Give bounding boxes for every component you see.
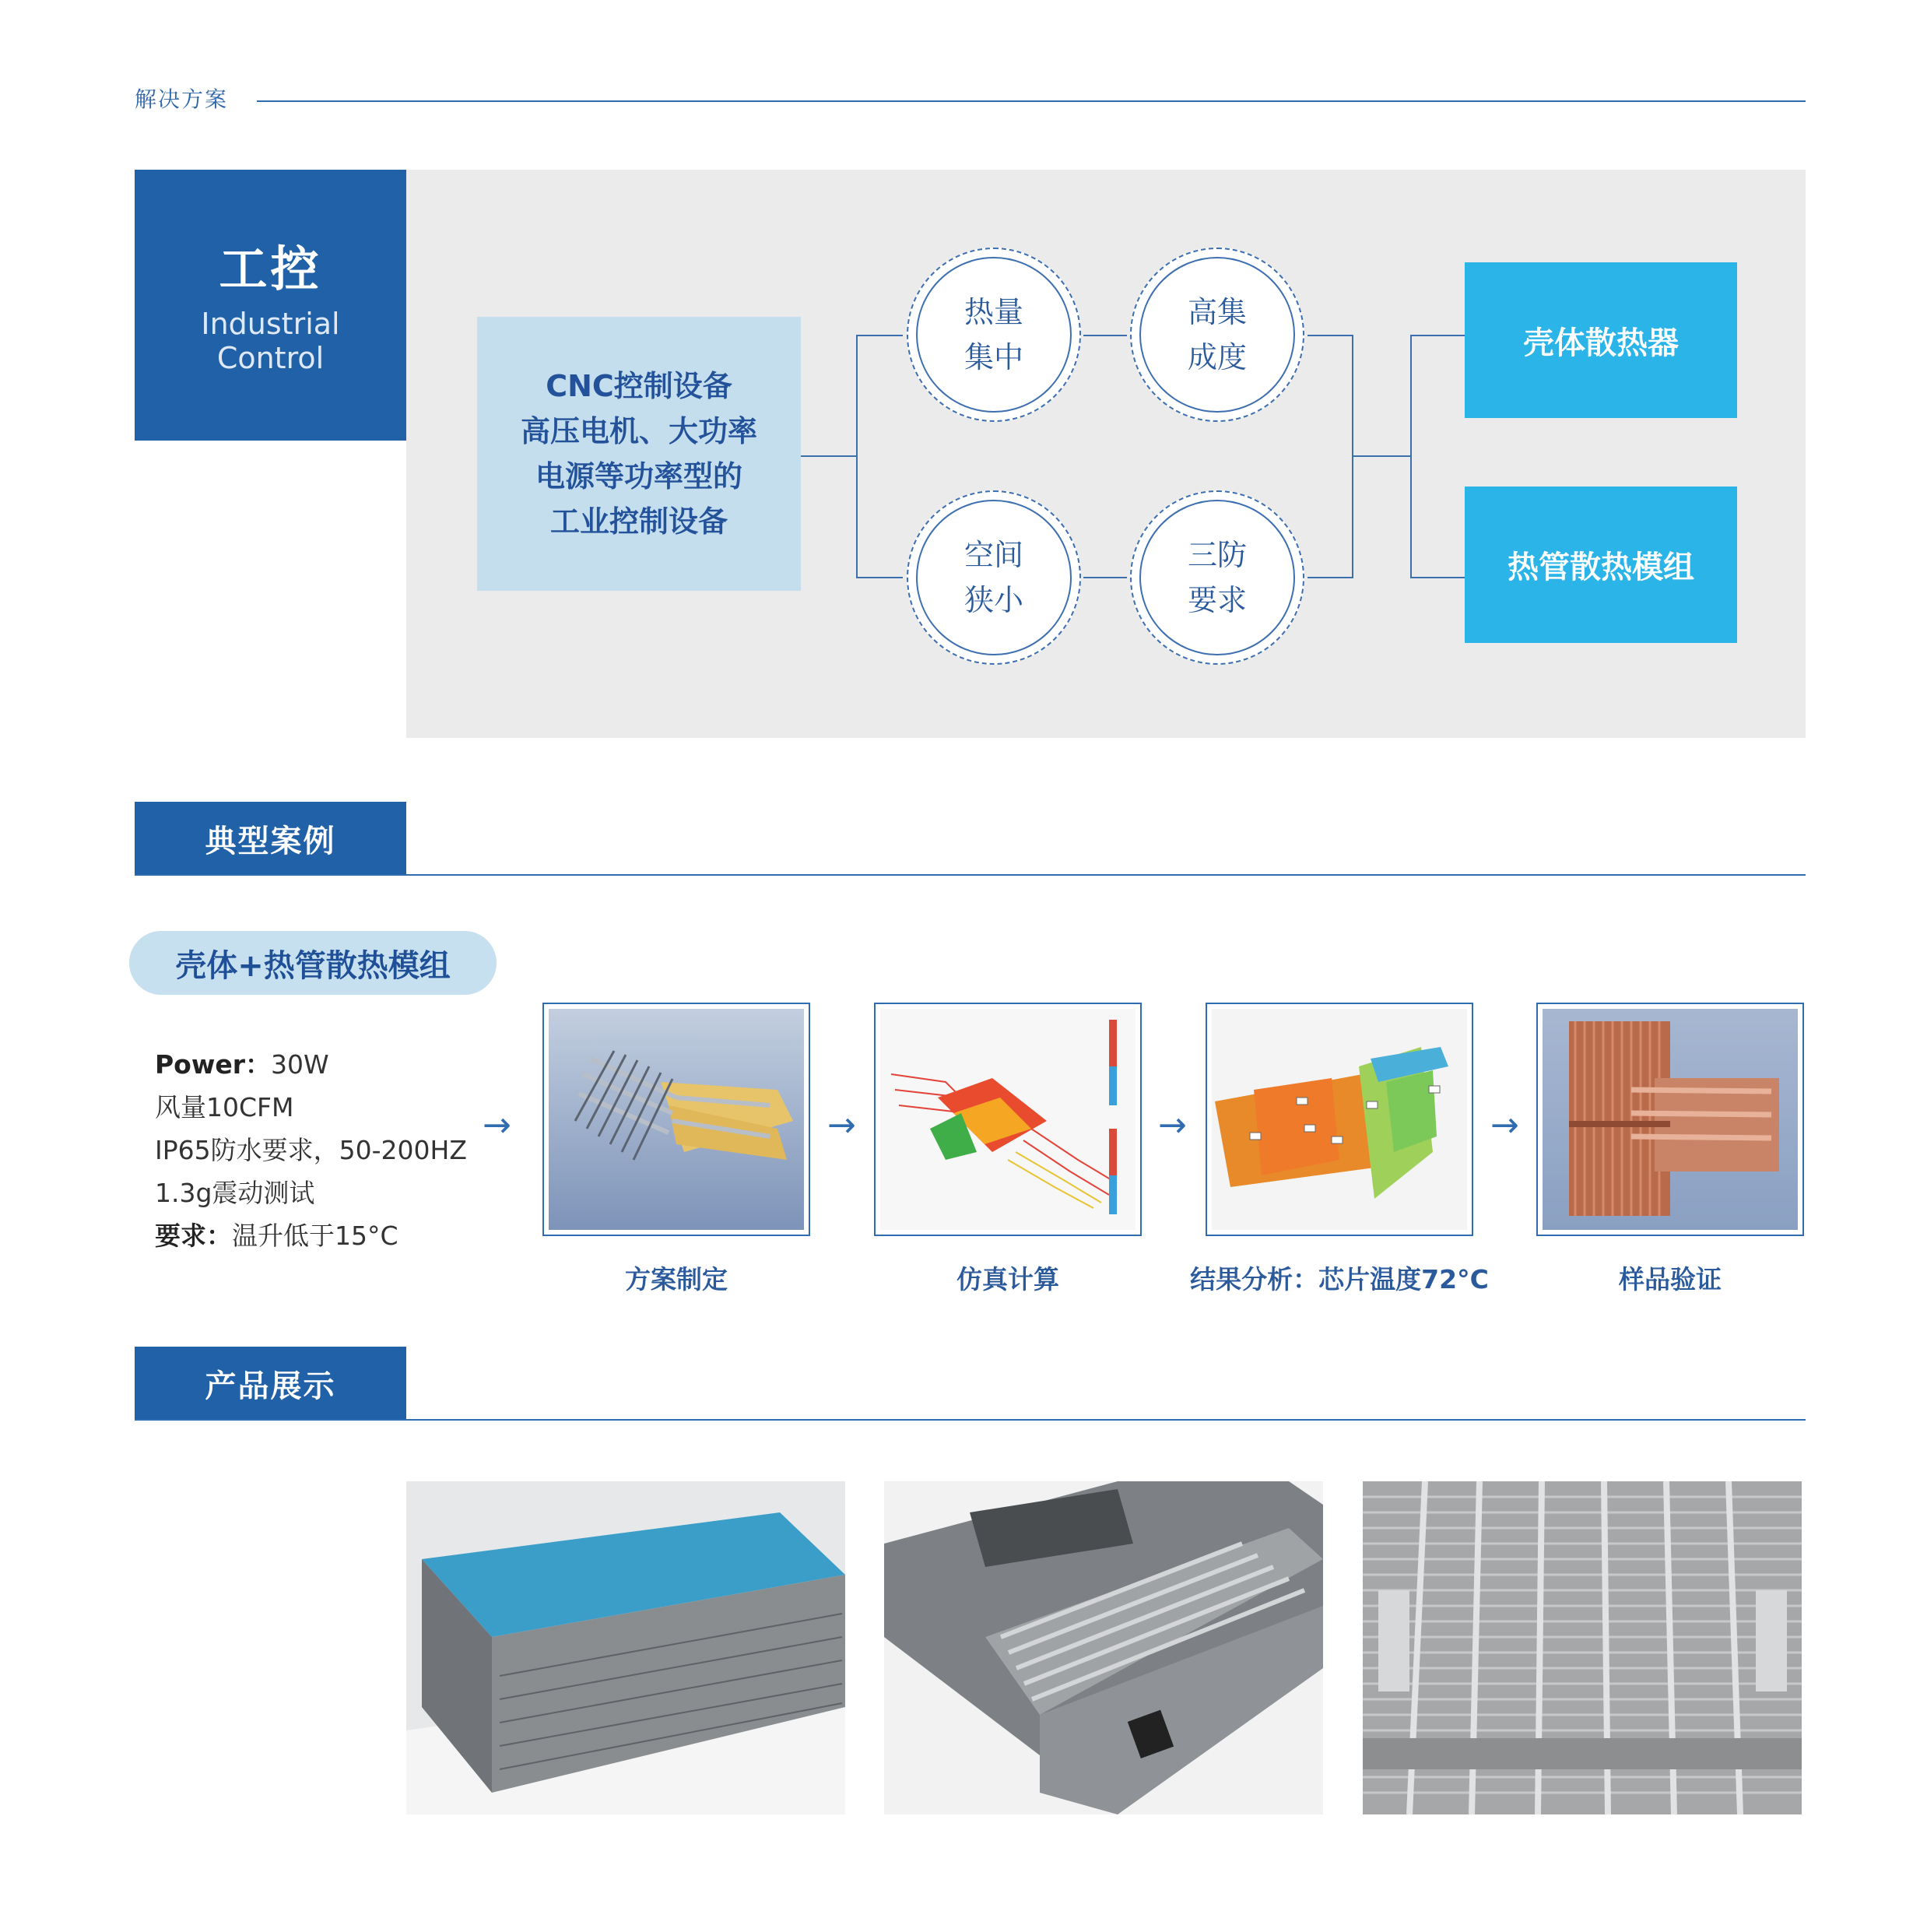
connector-line xyxy=(1352,455,1411,457)
connector-line xyxy=(1410,335,1465,336)
connector-line xyxy=(1410,577,1465,578)
section-divider xyxy=(135,874,1806,876)
solution-box: 壳体散热器 xyxy=(1465,262,1737,418)
product-photo xyxy=(406,1481,845,1814)
connector-line xyxy=(1307,335,1353,336)
feature-circle: 三防 要求 xyxy=(1130,490,1304,665)
product-photo xyxy=(884,1481,1323,1814)
spec-line: IP65防水要求，50-200HZ xyxy=(155,1135,467,1165)
arrow-right-icon: → xyxy=(827,1105,856,1145)
feature-circle: 热量 集中 xyxy=(907,248,1081,422)
case-name-pill: 壳体+热管散热模组 xyxy=(129,931,497,995)
case-specs xyxy=(155,1043,467,1257)
arrow-right-icon: → xyxy=(1158,1105,1187,1145)
product-section-title: 产品展示 xyxy=(135,1347,406,1421)
application-box xyxy=(477,317,801,591)
feature-circle: 高集 成度 xyxy=(1130,248,1304,422)
section-title: 解决方案 xyxy=(135,86,229,112)
application-line: CNC控制设备 xyxy=(546,369,732,403)
spec-line: 风量10CFM xyxy=(155,1092,294,1122)
connector-line xyxy=(1307,577,1353,578)
product-photo xyxy=(1363,1481,1802,1814)
connector-line xyxy=(801,455,857,457)
application-line: 工业控制设备 xyxy=(549,504,728,539)
header-divider xyxy=(257,100,1806,102)
step-image-simulation xyxy=(874,1003,1142,1236)
feature-circle: 空间 狭小 xyxy=(907,490,1081,665)
spec-line: 1.3g震动测试 xyxy=(155,1178,315,1208)
step-image-sample xyxy=(1536,1003,1804,1236)
connector-line xyxy=(1083,335,1127,336)
industry-title-zh: 工控 xyxy=(219,241,322,297)
step-label: 结果分析：芯片温度72°C xyxy=(1190,1264,1489,1294)
spec-line: 要求：温升低于15°C xyxy=(155,1221,398,1251)
section-divider xyxy=(135,1419,1806,1421)
application-line: 高压电机、大功率 xyxy=(520,414,757,448)
case-section-title: 典型案例 xyxy=(135,802,406,876)
step-image-design xyxy=(542,1003,810,1236)
connector-line xyxy=(1083,577,1127,578)
connector-line xyxy=(856,335,858,578)
industry-title-en: Industrial Control xyxy=(201,307,340,375)
industry-tag xyxy=(135,170,406,441)
arrow-right-icon: → xyxy=(1490,1105,1519,1145)
step-label: 仿真计算 xyxy=(956,1264,1059,1294)
connector-line xyxy=(856,577,903,578)
arrow-right-icon: → xyxy=(483,1105,511,1145)
solution-box: 热管散热模组 xyxy=(1465,487,1737,643)
step-label: 方案制定 xyxy=(625,1264,728,1294)
spec-line: Power：30W xyxy=(155,1049,329,1080)
application-line: 电源等功率型的 xyxy=(535,459,742,494)
step-label: 样品验证 xyxy=(1619,1264,1722,1294)
connector-line xyxy=(856,335,903,336)
connector-line xyxy=(1410,335,1412,578)
step-image-thermal-result xyxy=(1206,1003,1473,1236)
